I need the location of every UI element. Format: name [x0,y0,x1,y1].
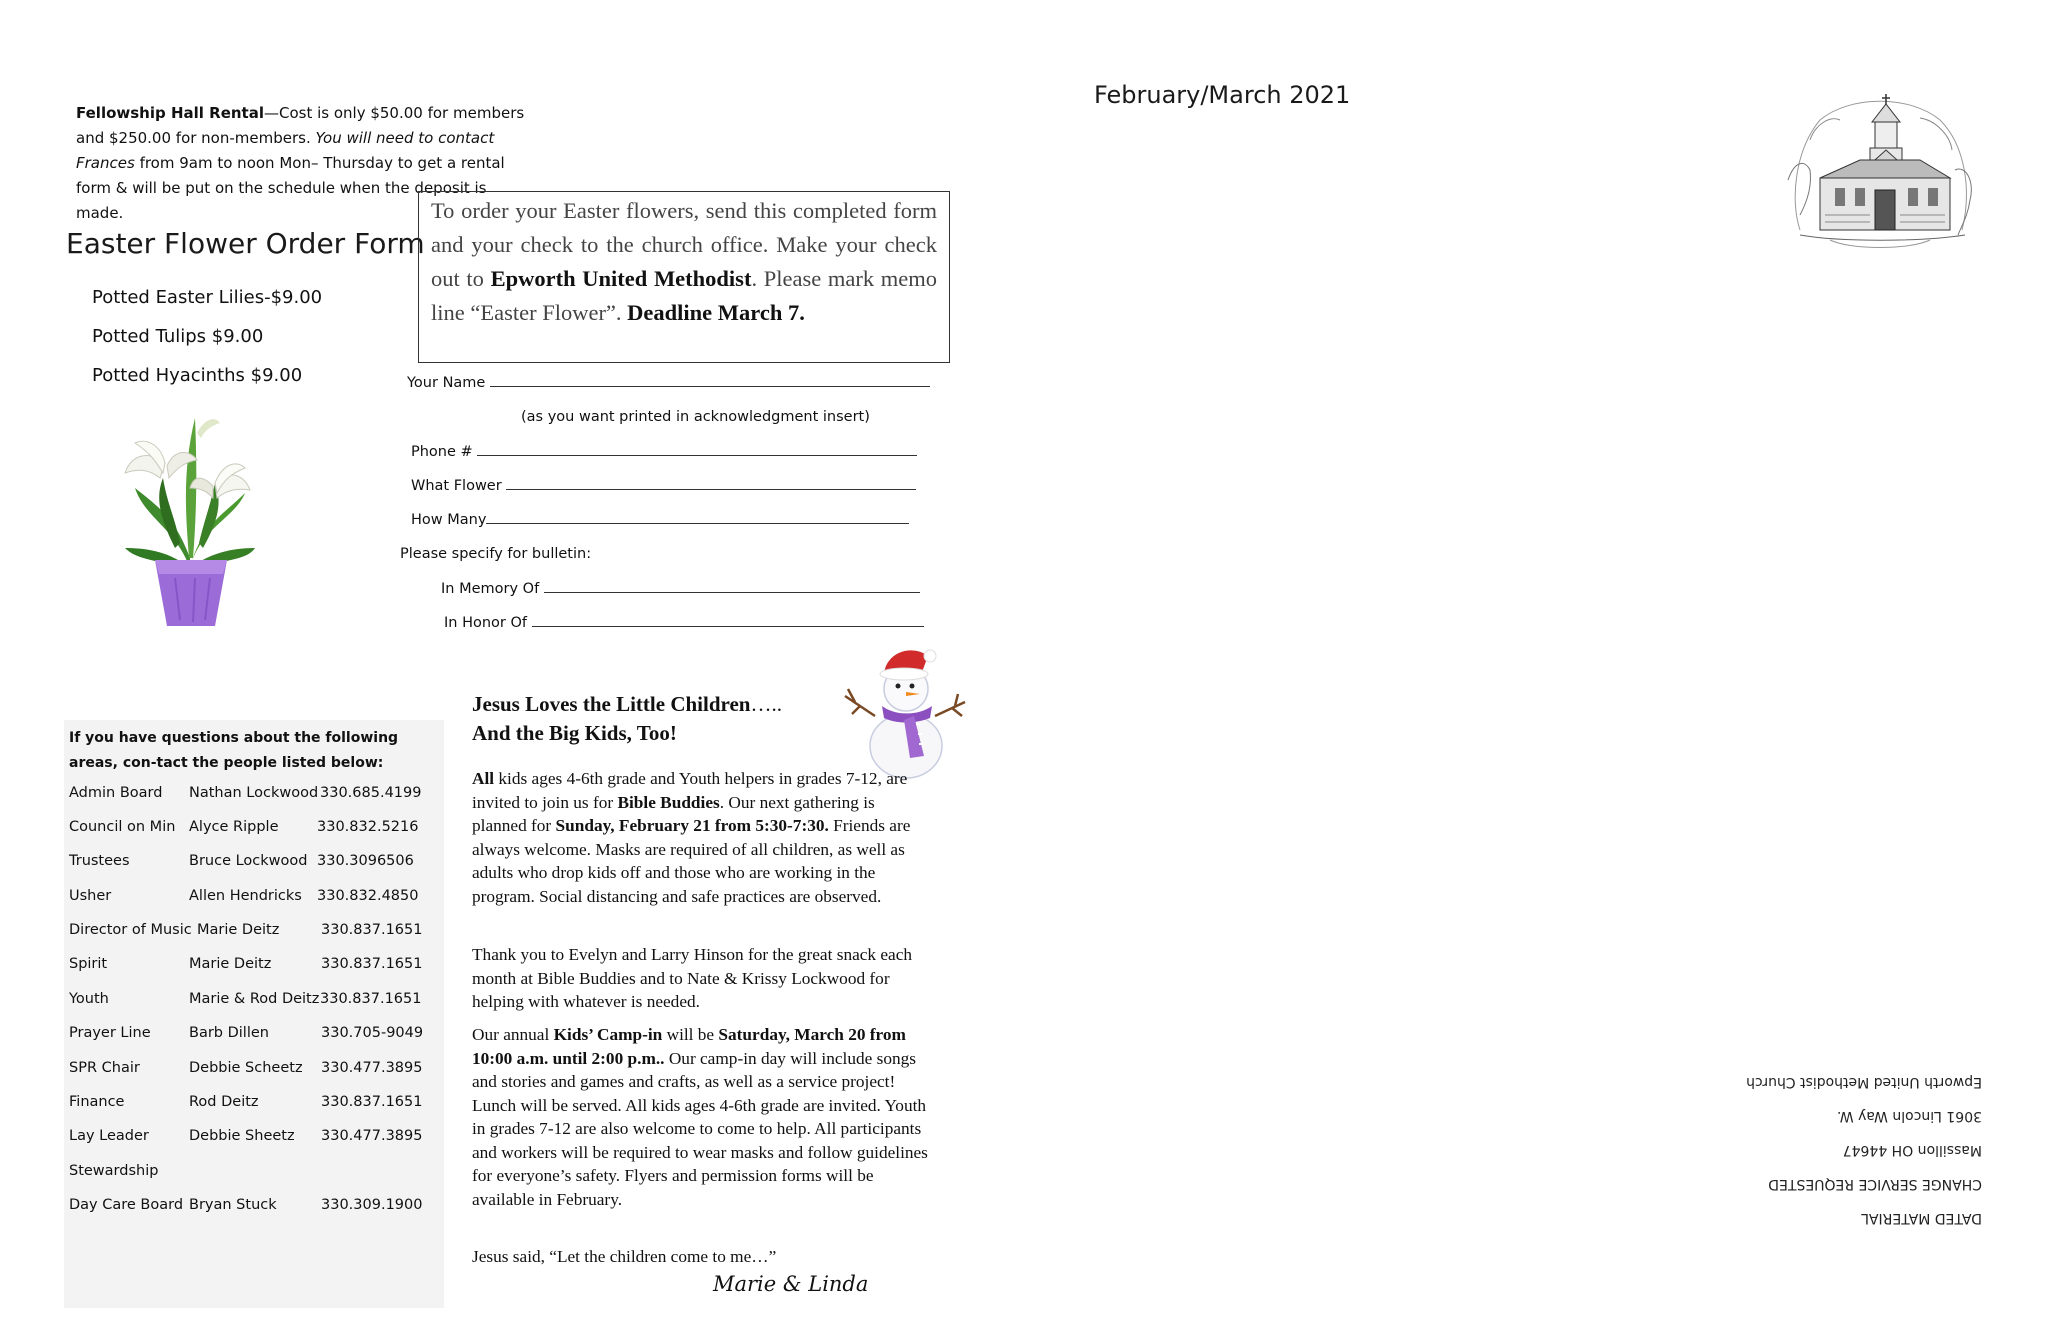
mailing-address-block [1740,1065,1982,1235]
contact-row: Usher Allen Hendricks 330.832.4850 [69,888,419,904]
contacts-header: If you have questions about the following areas, con-tact the people listed below: [69,730,399,771]
bulletin-specify-label: Please specify for bulletin: [400,546,592,562]
fellowship-hall-rental-notice: Fellowship Hall Rental—Cost is only $50.00 for members and $250.00 for non-members. You will need to contact Frances from 9am to noon Mon– Thursday to get a rental form & will be put on the schedule when the deposit is made. [76,104,525,222]
contact-row: Spirit Marie Deitz 330.837.1651 [69,956,423,972]
kids-article-title: Jesus Loves the Little Children….. And the Big Kids, Too! [472,692,782,745]
newsletter-date: February/March 2021 [1094,81,1351,109]
mailing-dated: DATED MATERIAL [1861,1210,1982,1226]
church-drawing-image [1780,90,1980,260]
flower-option-hyacinths: Potted Hyacinths $9.00 [92,365,303,386]
mailing-city: Massillon OH 44647 [1842,1142,1982,1158]
name-note: (as you want printed in acknowledgment insert) [521,409,870,425]
your-name-field[interactable]: Your Name [407,374,930,391]
mailing-street: 3061 Lincoln Way W. [1836,1108,1982,1124]
how-many-field[interactable]: How Many [411,511,909,528]
kids-paragraph-thanks: Thank you to Evelyn and Larry Hinson for the great snack each month at Bible Buddies and to Nate & Krissy Lockwood for helping with whatever is needed. [472,945,913,1011]
kids-paragraph-quote: Jesus said, “Let the children come to me…” [472,1247,777,1266]
phone-field[interactable]: Phone # [411,443,917,460]
what-flower-field[interactable]: What Flower [411,477,916,494]
snowman-image [840,644,970,780]
in-memory-field[interactable]: In Memory Of [441,580,920,597]
easter-lily-image [105,398,275,630]
contacts-box [64,720,444,1308]
contact-row: Council on Min Alyce Ripple 330.832.5216 [69,819,419,835]
snowman-arm-left [845,689,875,716]
contact-row: Day Care Board Bryan Stuck 330.309.1900 [69,1197,423,1213]
contact-row: Lay Leader Debbie Sheetz 330.477.3895 [69,1128,423,1144]
kids-paragraph-camp-in: Our annual Kids’ Camp-in will be Saturday, March 20 from 10:00 a.m. until 2:00 p.m.. Our camp-in day will include songs and stories and games and crafts, as well as a service project! Lunch will be served. All kids ages 4-6th grade are invited. Youth in grades 7-12 are also welcome to come to help. All participants and workers will be required to wear masks and follow guidelines for everyone’s safety. Flyers and permission forms will be available in February. [472,1025,928,1209]
lily-pot-rim [155,560,227,574]
snowman-arm-right [935,694,965,716]
contact-row: Youth Marie & Rod Deitz 330.837.1651 [69,991,422,1007]
contact-row: Finance Rod Deitz 330.837.1651 [69,1094,423,1110]
flower-option-lilies: Potted Easter Lilies-$9.00 [92,287,323,308]
mailing-service: CHANGE SERVICE REQUESTED [1768,1176,1982,1192]
church-building [1820,94,1950,230]
signature: Marie & Linda [713,1272,869,1296]
fellowship-title: Fellowship Hall Rental [76,104,264,122]
flower-option-tulips: Potted Tulips $9.00 [92,326,264,347]
contact-row: Admin Board Nathan Lockwood 330.685.4199 [69,785,422,801]
mailing-church: Epworth United Methodist Church [1746,1074,1982,1090]
order-instructions-text: To order your Easter flowers, send this completed form and your check to the church office. Make your check out to Epworth United Methodist. Please mark memo line “Easter Flower”. Deadline March 7. [431,198,938,325]
easter-flower-order-title: Easter Flower Order Form [66,227,425,260]
contact-row: SPR Chair Debbie Scheetz 330.477.3895 [69,1060,423,1076]
contact-row: Director of Music Marie Deitz 330.837.1651 [69,922,423,938]
contact-row: Trustees Bruce Lockwood 330.3096506 [69,853,414,869]
contact-row: Prayer Line Barb Dillen 330.705-9049 [69,1025,424,1041]
in-honor-field[interactable]: In Honor Of [444,614,924,631]
contact-row: Stewardship [69,1163,159,1179]
kids-paragraph-bible-buddies: All kids ages 4-6th grade and Youth helpers in grades 7-12, are invited to join us for Bible Buddies. Our next gathering is planned for Sunday, February 21 from 5:30-7:30. Friends are always welcome. Masks are required of all children, as well as adults who drop kids off and those who are working in the program. Social distancing and safe practices are observed. [472,769,911,906]
